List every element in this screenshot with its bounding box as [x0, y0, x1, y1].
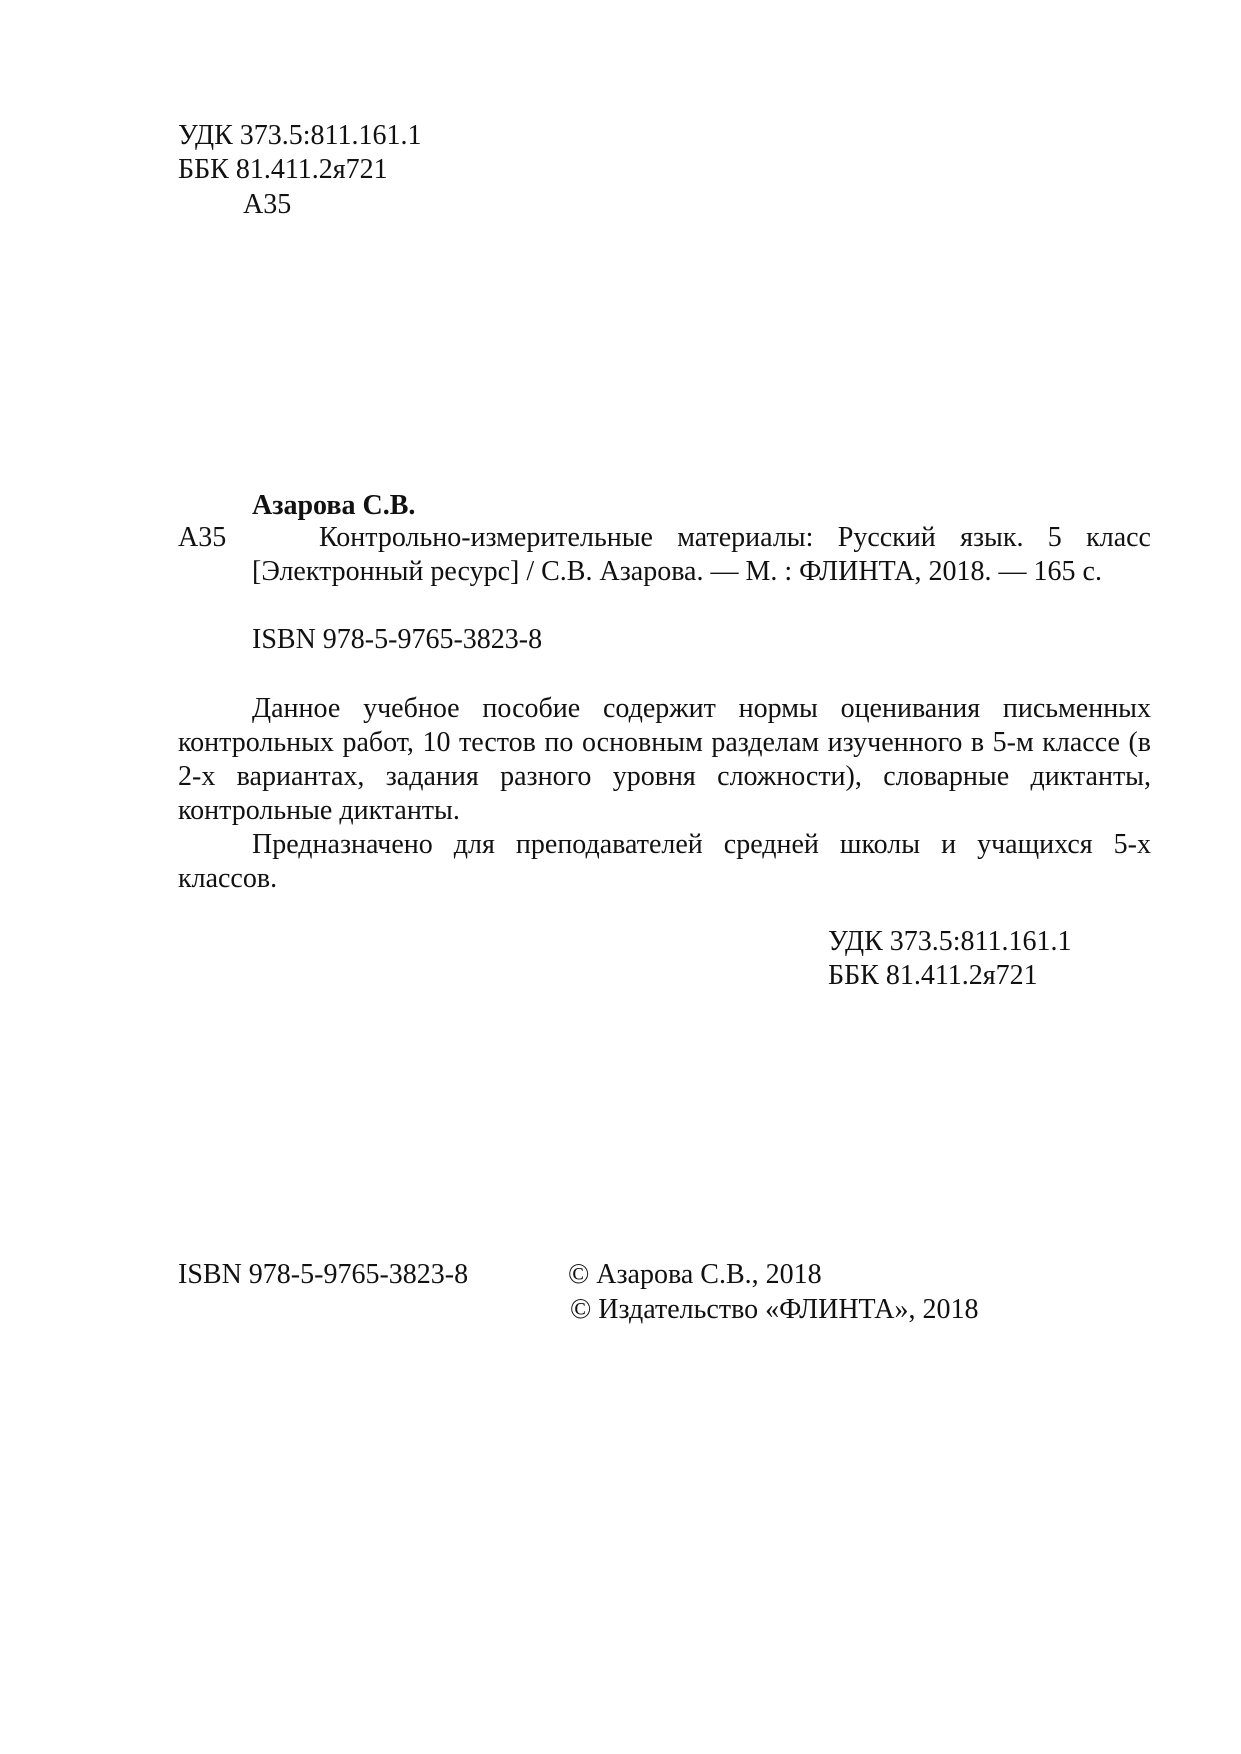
isbn-bottom: ISBN 978-5-9765-3823-8 — [178, 1259, 469, 1290]
author-mark-top: А35 — [243, 189, 292, 220]
title-line-2: [Электронный ресурс] / С.В. Азарова. — М. : ФЛИНТА, 2018. — 165 с. — [252, 556, 1102, 587]
isbn-record: ISBN 978-5-9765-3823-8 — [252, 624, 543, 655]
author-name: Азарова С.В. — [252, 490, 416, 521]
udk-code-top: УДК 373.5:811.161.1 — [178, 120, 422, 151]
title-line-1: Контрольно-измерительные материалы: Русский язык. 5 класс — [319, 522, 1151, 553]
bbk-code-top: ББК 81.411.2я721 — [178, 154, 388, 185]
bbk-code-right: ББК 81.411.2я721 — [828, 960, 1038, 991]
annotation-paragraph-2: Предназначено для преподавателей средней школы и учащихся 5-х классов. — [178, 829, 1151, 894]
author-mark-side: А35 — [178, 522, 227, 553]
udk-code-right: УДК 373.5:811.161.1 — [828, 926, 1072, 957]
annotation-paragraph-1: Данное учебное пособие содержит нормы оценивания письменных контрольных работ, 10 тестов по основным разделам изученного в 5-м классе (в 2-х вариантах, задания разного уровня сложности), словарные диктанты, контрольные диктанты. — [178, 693, 1151, 826]
copyright-publisher: © Издательство «ФЛИНТА», 2018 — [570, 1294, 979, 1325]
copyright-author: © Азарова С.В., 2018 — [568, 1259, 822, 1290]
